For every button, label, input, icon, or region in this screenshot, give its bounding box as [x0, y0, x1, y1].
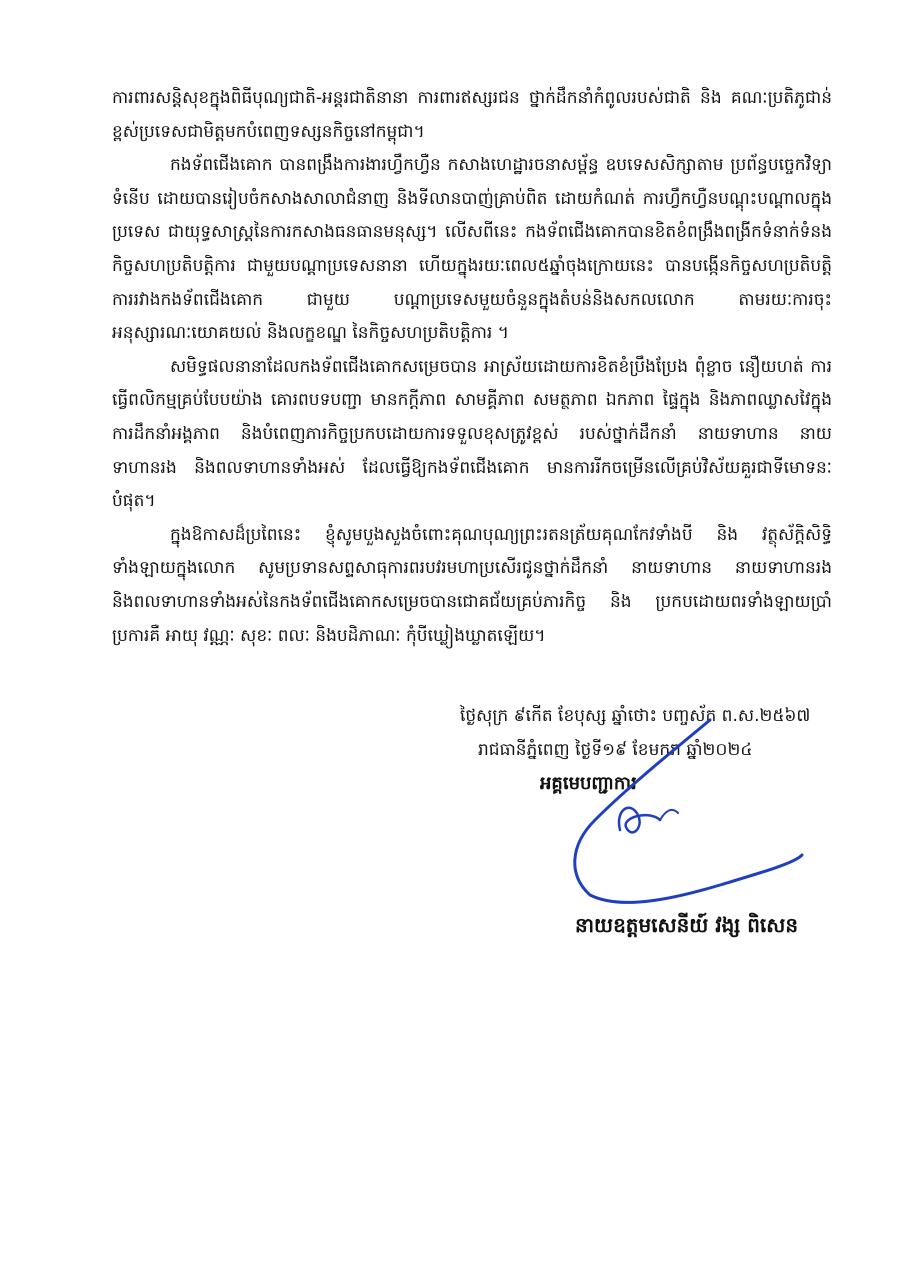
signer-title: អគ្គមេបញ្ជាការ	[540, 773, 637, 794]
signer-name: នាយឧត្តមសេនីយ៍ វង្ស ពិសេន	[575, 913, 799, 937]
date-lunar: ថ្ងៃសុក្រ ៩កើត ខែបុស្ស ឆ្នាំថោះ បញ្ចស័ក ព.ស.២៥៦៧	[460, 706, 811, 726]
paragraph-4: ក្នុងឱកាសដ៏ប្រពៃនេះ ខ្ញុំសូមបួងសួងចំពោះគុណបុណ្យព្រះរតនត្រ័យគុណកែវទាំងបី និង វត្ថុស័ក្តិសិទ្ធិទាំងឡាយក្នុងលោក សូមប្រទានសព្ទសាធុការពរបវរមហាប្រសើរជូនថ្នាក់ដឹកនាំ នាយទាហាន នាយទាហានរង និងពលទាហានទាំងអស់នៃកងទ័ពជើងគោកសម្រេចបានជោគជ័យគ្រប់ភារកិច្ច និង ប្រកបដោយពរទាំងឡាយប្រាំប្រការគឺ អាយុ វណ្ណៈ សុខៈ ពលៈ និងបដិភាណៈ កុំបីឃ្លៀងឃ្លាតឡើយ។	[112, 524, 832, 646]
letter-body	[112, 82, 832, 653]
date-solar: រាជធានីភ្នំពេញ ថ្ងៃទី១៩ ខែមករា ឆ្នាំ២០២៤	[478, 740, 753, 760]
paragraph-2: កងទ័ពជើងគោក បានពង្រឹងការងារហ្វឹកហ្វឺន កសាងហេដ្ឋារចនាសម្ព័ន្ធ ឧបទេសសិក្សាតាម ប្រព័ន្ធបច្ចេកវិទ្យាទំនើប ដោយបានរៀបចំកសាងសាលាជំនាញ និងទីលានបាញ់គ្រាប់ពិត ដោយកំណត់ ការហ្វឹកហ្វឺនបណ្តុះបណ្តាលក្នុងប្រទេស ជាយុទ្ធសាស្ត្រនៃការកសាងធនធានមនុស្ស។ លើសពីនេះ កងទ័ពជើងគោកបានខិតខំពង្រឹងពង្រីកទំនាក់ទំនងកិច្ចសហប្រតិបត្តិការ ជាមួយបណ្តាប្រទេសនានា ហើយក្នុងរយៈពេល៥ឆ្នាំចុងក្រោយនេះ បានបង្កើនកិច្ចសហប្រតិបត្តិការរវាងកងទ័ពជើងគោក ជាមួយ បណ្តាប្រទេសមួយចំនួនក្នុងតំបន់និងសកលលោក តាមរយៈការចុះអនុស្សារណៈយោគយល់ និងលក្ខខណ្ឌ នៃកិច្ចសហប្រតិបត្តិការ ។	[112, 155, 832, 344]
paragraph-3: សមិទ្ធផលនានាដែលកងទ័ពជើងគោកសម្រេចបាន អាស្រ័យដោយការខិតខំប្រឹងប្រែង ពុំខ្លាច នឿយហត់ ការធ្វើពលិកម្មគ្រប់បែបយ៉ាង គោរពបទបញ្ជា មានកក្តីភាព សាមគ្គីភាព សមត្ថភាព ឯកភាព ផ្ទៃក្នុង និងភាពឈ្លាសវៃក្នុងការដឹកនាំអង្គភាព និងបំពេញភារកិច្ចប្រកបដោយការទទួលខុសត្រូវខ្ពស់ របស់ថ្នាក់ដឹកនាំ នាយទាហាន នាយទាហានរង និងពលទាហានទាំងអស់ ដែលធ្វើឱ្យកងទ័ពជើងគោក មានការរីកចម្រើនលើគ្រប់វិស័យគួរជាទីមោទនៈបំផុត។	[112, 356, 832, 512]
signature-mark	[560, 715, 820, 915]
paragraph-1: ការពារសន្តិសុខក្នុងពិធីបុណ្យជាតិ-អន្តរជាតិនានា ការពារឥស្សរជន ថ្នាក់ដឹកនាំកំពូលរបស់ជាតិ និង គណៈប្រតិភូជាន់ខ្ពស់ប្រទេសជាមិត្តមកបំពេញទស្សនកិច្ចនៅកម្ពុជា។	[112, 88, 832, 142]
